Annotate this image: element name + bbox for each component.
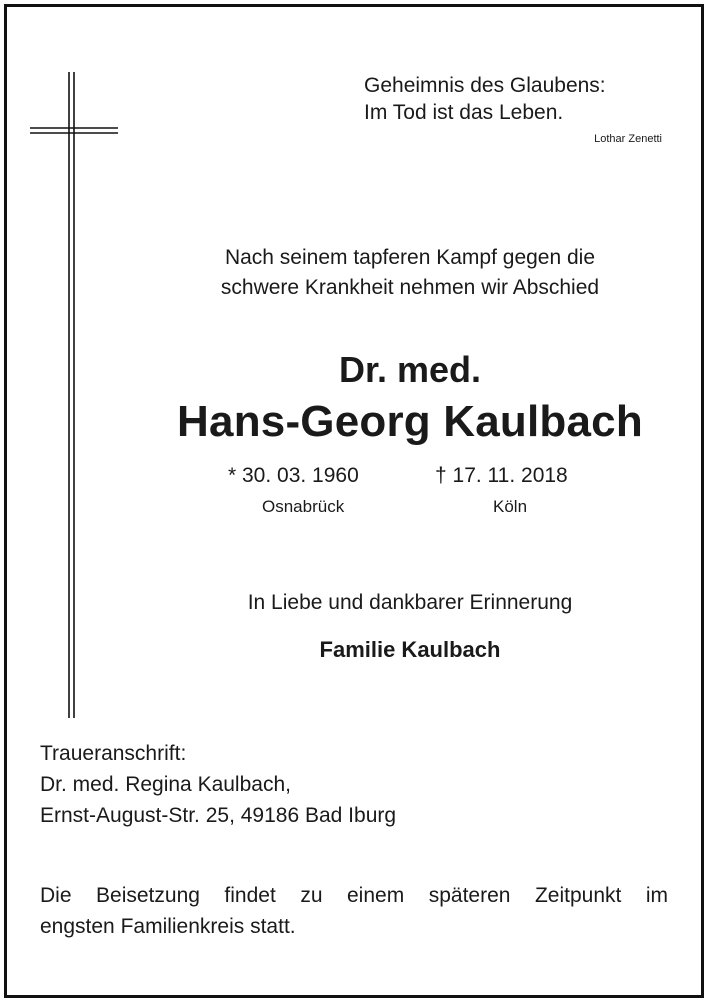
deceased-name: Hans-Georg Kaulbach (177, 397, 643, 446)
intro-text (160, 243, 660, 303)
mourning-address (40, 738, 396, 831)
death-date: † 17. 11. 2018 (435, 464, 568, 487)
intro-line-1: Nach seinem tapferen Kampf gegen die (224, 246, 596, 269)
birth-date: * 30. 03. 1960 (228, 464, 359, 487)
funeral-notice (40, 880, 668, 942)
family-signature: Familie Kaulbach (319, 637, 501, 662)
quote-author: Lothar Zenetti (594, 133, 662, 145)
funeral-line-1: Die Beisetzung findet zu einem späteren Zeitpunkt im (40, 884, 668, 907)
bible-quote (364, 72, 664, 126)
intro-line-2: schwere Krankheit nehmen wir Abschied (220, 276, 600, 299)
address-name: Dr. med. Regina Kaulbach, (40, 773, 291, 796)
deceased-title: Dr. med. (338, 349, 482, 390)
death-place: Köln (493, 497, 528, 516)
quote-line-2: Im Tod ist das Leben. (364, 101, 564, 124)
address-heading: Traueranschrift: (40, 742, 187, 765)
cross-icon (30, 72, 118, 718)
quote-line-1: Geheimnis des Glaubens: (364, 74, 606, 97)
remembrance-text: In Liebe und dankbarer Erinnerung (247, 591, 573, 614)
birth-place: Osnabrück (262, 497, 345, 516)
address-street: Ernst-August-Str. 25, 49186 Bad Iburg (40, 804, 397, 827)
funeral-line-2: engsten Familienkreis statt. (40, 915, 296, 938)
